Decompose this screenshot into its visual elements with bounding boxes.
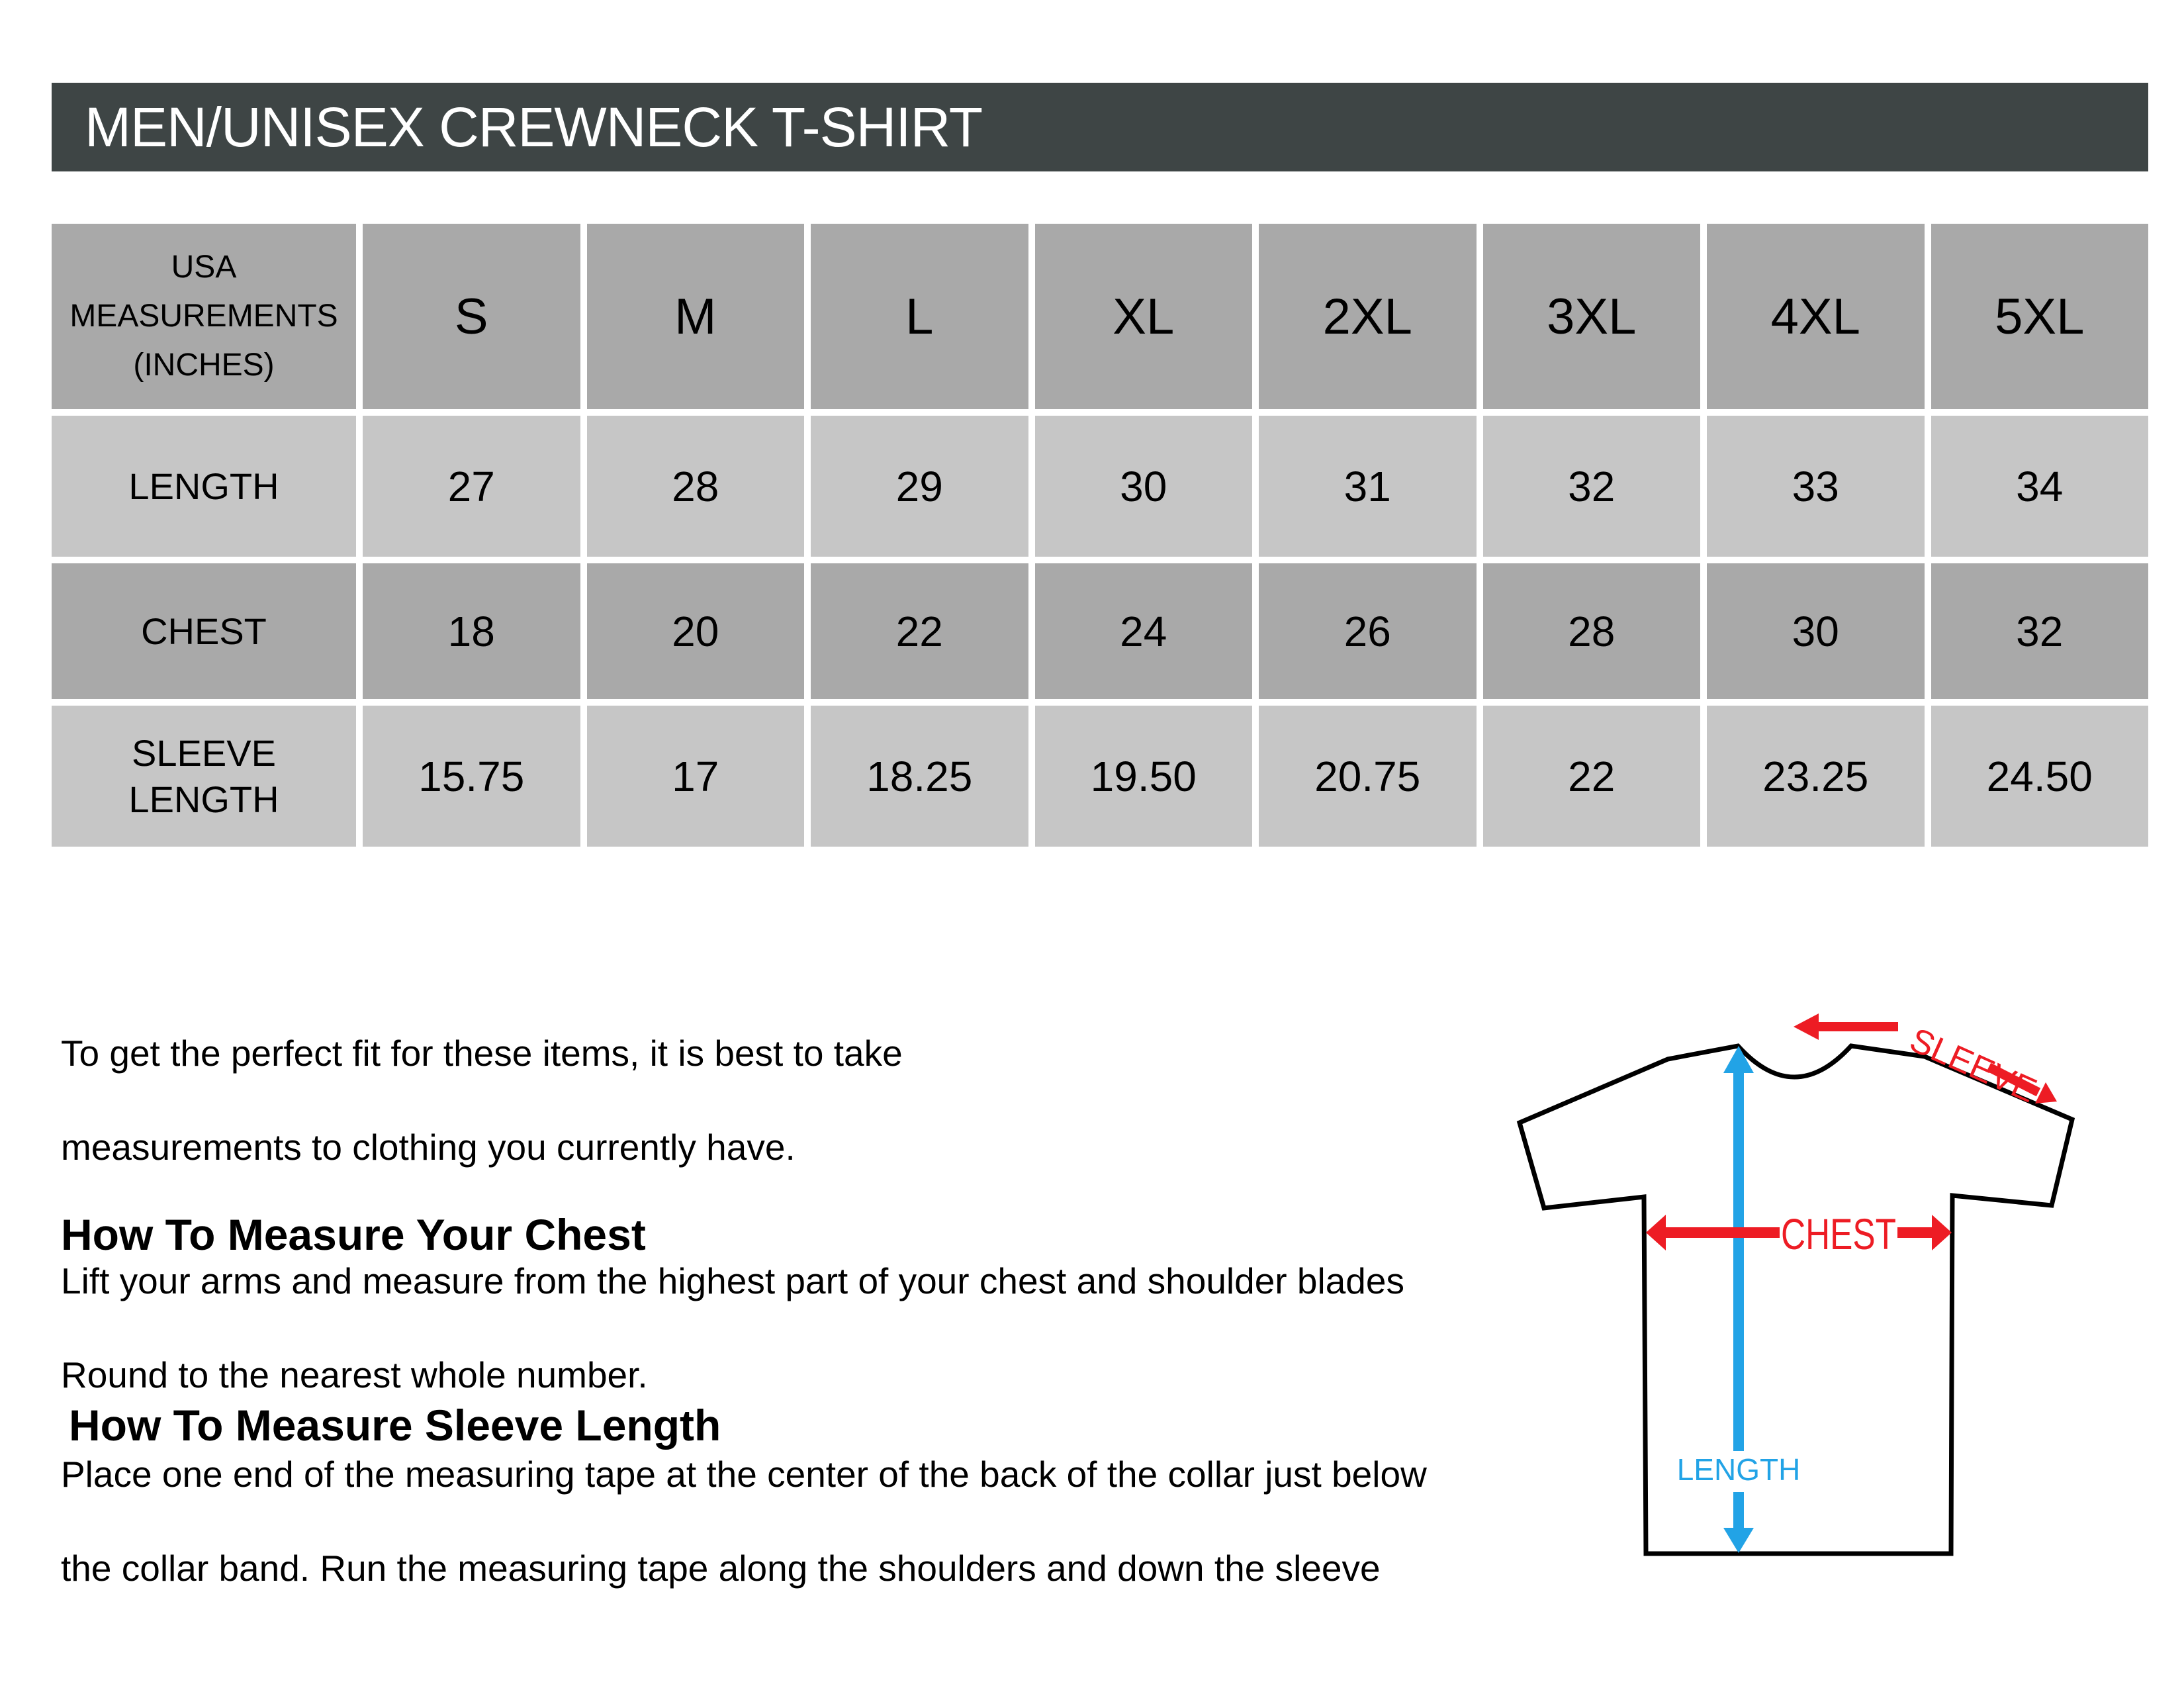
sleeve-line-2: the collar band. Run the measuring tape along the shoulders and down the sleeve [61, 1548, 1381, 1589]
chest-arrow-shaft-right [1897, 1227, 1933, 1238]
row-label-chest: CHEST [52, 563, 356, 699]
chest-heading: How To Measure Your Chest [61, 1210, 646, 1259]
sleeve-line-1: Place one end of the measuring tape at the center of the back of the collar just below [61, 1454, 1427, 1495]
page-title: MEN/UNISEX CREWNECK T-SHIRT [85, 95, 983, 158]
sleeve-arrowhead-diagonal-icon [2035, 1082, 2057, 1103]
chest-value-l: 22 [811, 563, 1028, 699]
sleeve-value-3xl: 22 [1483, 706, 1701, 847]
sleeve-value-xl: 19.50 [1035, 706, 1253, 847]
chest-value-xl: 24 [1035, 563, 1253, 699]
sleeve-value-s: 15.75 [363, 706, 580, 847]
sleeve-value-2xl: 20.75 [1259, 706, 1477, 847]
tshirt-measurement-diagram [1489, 980, 2158, 1648]
chest-label: CHEST [1781, 1209, 1896, 1258]
length-value-xl: 30 [1035, 416, 1253, 557]
chest-line-1: Lift your arms and measure from the highest part of your chest and shoulder blades [61, 1260, 1404, 1301]
size-column-header-5xl: 5XL [1931, 224, 2149, 409]
sleeve-value-4xl: 23.25 [1707, 706, 1925, 847]
size-column-header-xl: XL [1035, 224, 1253, 409]
row-label-length: LENGTH [52, 416, 356, 557]
length-value-m: 28 [587, 416, 805, 557]
sleeve-label: SLEEVE [1904, 1020, 2042, 1111]
length-arrow-shaft-bottom [1733, 1492, 1744, 1530]
chest-value-s: 18 [363, 563, 580, 699]
title-bar [52, 83, 2148, 171]
chest-value-2xl: 26 [1259, 563, 1477, 699]
chest-value-4xl: 30 [1707, 563, 1925, 699]
size-column-header-4xl: 4XL [1707, 224, 1925, 409]
intro-line-2: measurements to clothing you currently have. [61, 1127, 796, 1168]
length-value-l: 29 [811, 416, 1028, 557]
sleeve-heading: How To Measure Sleeve Length [69, 1401, 721, 1450]
length-value-4xl: 33 [1707, 416, 1925, 557]
intro-line-1: To get the perfect fit for these items, it is best to take [61, 1033, 903, 1074]
sleeve-value-l: 18.25 [811, 706, 1028, 847]
size-column-header-2xl: 2XL [1259, 224, 1477, 409]
size-column-header-m: M [587, 224, 805, 409]
size-table [52, 224, 2148, 847]
intro-text [61, 1030, 903, 1171]
size-column-header-s: S [363, 224, 580, 409]
chest-value-3xl: 28 [1483, 563, 1701, 699]
sleeve-arrow-shaft-top [1816, 1022, 1898, 1031]
sleeve-value-m: 17 [587, 706, 805, 847]
chest-arrow-shaft-left [1663, 1227, 1780, 1238]
length-value-5xl: 34 [1931, 416, 2149, 557]
size-column-header-l: L [811, 224, 1028, 409]
length-label: LENGTH [1676, 1452, 1801, 1487]
chest-instructions [61, 1258, 1404, 1399]
row-label-sleeve-length: SLEEVE LENGTH [52, 706, 356, 847]
sleeve-arrowhead-left-icon [1794, 1013, 1819, 1040]
length-value-3xl: 32 [1483, 416, 1701, 557]
size-column-header-3xl: 3XL [1483, 224, 1701, 409]
chest-value-5xl: 32 [1931, 563, 2149, 699]
chest-value-m: 20 [587, 563, 805, 699]
length-value-s: 27 [363, 416, 580, 557]
sleeve-instructions [61, 1451, 1427, 1592]
sleeve-value-5xl: 24.50 [1931, 706, 2149, 847]
chest-line-2: Round to the nearest whole number. [61, 1354, 648, 1395]
length-arrow-shaft-top [1733, 1071, 1744, 1451]
length-value-2xl: 31 [1259, 416, 1477, 557]
table-corner-header: USA MEASUREMENTS (INCHES) [52, 224, 356, 409]
